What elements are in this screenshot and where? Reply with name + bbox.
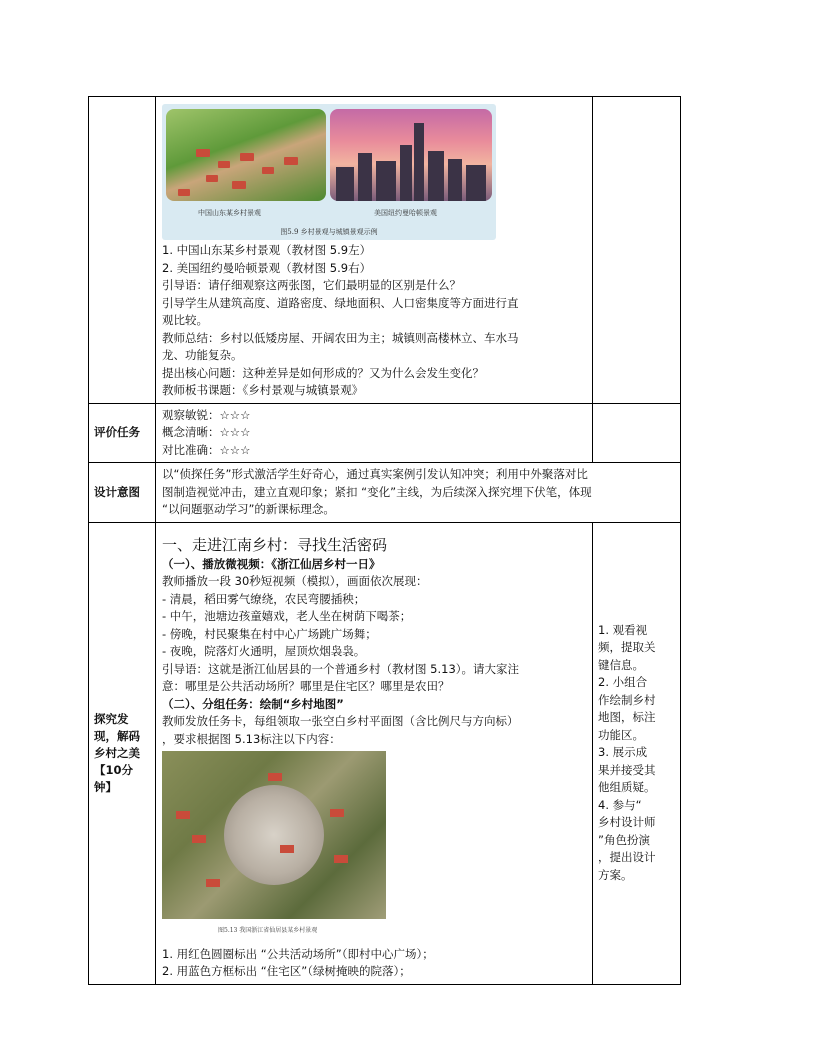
text-line: 引导语：请仔细观察这两张图，它们最明显的区别是什么？ xyxy=(162,278,461,292)
subheading-task: （二）、分组任务：绘制“乡村地图” xyxy=(162,696,344,711)
explore-label: 探究发现，解码乡村之美【10分钟】 xyxy=(89,522,156,984)
text-line: 教师总结：乡村以低矮房屋、开阔农田为主；城镇则高楼林立、车水马 xyxy=(162,330,519,345)
text-line: 频，提取关 xyxy=(598,640,656,655)
text-line: 引导学生从建筑高度、道路密度、绿地面积、人口密集度等方面进行直 xyxy=(162,295,519,310)
village-cluster xyxy=(224,785,324,885)
text-line: - 傍晚，村民聚集在村中心广场跳广场舞； xyxy=(162,626,377,641)
design-intent-label: 设计意图 xyxy=(89,463,156,523)
row-design-intent xyxy=(89,463,681,523)
text-line: 2. 小组合 xyxy=(598,675,648,690)
design-intent-content xyxy=(156,463,681,523)
row-intro-content xyxy=(156,97,593,404)
city-caption: 美国纽约曼哈顿景观 xyxy=(374,209,437,217)
text-line: 教师板书课题：《乡村景观与城镇景观》 xyxy=(162,383,364,397)
lesson-plan-table xyxy=(88,96,681,985)
rural-caption: 中国山东某乡村景观 xyxy=(198,209,261,217)
text-line: ”角色扮演 xyxy=(598,832,650,847)
figure-5-9 xyxy=(162,104,496,240)
text-line: 2. 美国纽约曼哈顿景观（教材图 5.9右） xyxy=(162,260,372,275)
text-line: - 清晨，稻田雾气缭绕，农民弯腰插秧； xyxy=(162,591,366,606)
text-line: “以问题驱动学习”的新课标理念。 xyxy=(162,502,335,516)
text-line: 意：哪里是公共活动场所？哪里是住宅区？哪里是农田？ xyxy=(162,679,450,693)
text-line: 乡村设计师 xyxy=(598,815,656,830)
text-line: 1. 观看视 xyxy=(598,622,648,637)
text-line: 观察敏锐：☆☆☆ xyxy=(162,407,251,422)
row-evaluation xyxy=(89,403,681,463)
text-line: - 中午，池塘边孩童嬉戏，老人坐在树荫下喝茶； xyxy=(162,609,412,623)
text-line: 以“侦探任务”形式激活学生好奇心，通过真实案例引发认知冲突；利用中外聚落对比 xyxy=(162,467,588,481)
text-line: 教师发放任务卡，每组领取一张空白乡村平面图（含比例尺与方向标） xyxy=(162,714,519,728)
text-line: 图制造视觉冲击，建立直观印象；紧扣 “变化”主线，为后续深入探究埋下伏笔，体现 xyxy=(162,484,592,499)
rural-landscape-photo xyxy=(166,109,326,201)
text-line: 功能区。 xyxy=(598,727,644,742)
text-line: 对比准确：☆☆☆ xyxy=(162,442,251,457)
text-line: 概念清晰：☆☆☆ xyxy=(162,425,251,439)
text-line: 他组质疑。 xyxy=(598,780,656,795)
explore-student-activity xyxy=(593,522,681,984)
city-skyline-photo xyxy=(330,109,492,201)
text-line: ，提出设计 xyxy=(598,850,656,865)
text-line: 3. 展示成 xyxy=(598,745,648,760)
text-line: 1. 中国山东某乡村景观（教材图 5.9左） xyxy=(162,243,372,257)
text-line: 果并接受其 xyxy=(598,762,656,777)
village-aerial-photo xyxy=(162,751,386,919)
text-line: 4. 参与“ xyxy=(598,797,642,812)
figure-title: 图5.9 乡村景观与城镇景观示例 xyxy=(280,228,378,236)
row-intro-label xyxy=(89,97,156,404)
text-line: 方案。 xyxy=(598,867,633,882)
text-line: ，要求根据图 5.13标注以下内容： xyxy=(162,731,341,746)
text-line: 观比较。 xyxy=(162,313,208,327)
figure-caption: 图5.13 我国浙江省仙居县某乡村景观 xyxy=(218,927,318,934)
evaluation-activity xyxy=(593,403,681,463)
text-line: 2. 用蓝色方框标出 “住宅区”（绿树掩映的院落）； xyxy=(162,964,411,978)
text-line: 教师播放一段 30秒短视频（模拟），画面依次展现： xyxy=(162,574,428,588)
row-intro xyxy=(89,97,681,404)
text-line: 1. 用红色圆圈标出 “公共活动场所”（即村中心广场）； xyxy=(162,946,434,961)
text-line: 键信息。 xyxy=(598,657,644,672)
text-line: 地图，标注 xyxy=(598,710,656,725)
text-line: 引导语：这就是浙江仙居县的一个普通乡村（教材图 5.13）。请大家注 xyxy=(162,661,520,676)
evaluation-label: 评价任务 xyxy=(89,403,156,463)
explore-content xyxy=(156,522,593,984)
text-line: - 夜晚，院落灯火通明，屋顶炊烟袅袅。 xyxy=(162,644,366,658)
row-intro-activity xyxy=(593,97,681,404)
subheading-video: （一）、播放微视频：《浙江仙居乡村一日》 xyxy=(162,556,381,571)
text-line: 龙、功能复杂。 xyxy=(162,348,243,362)
text-line: 提出核心问题：这种差异是如何形成的？又为什么会发生变化？ xyxy=(162,365,484,380)
section-heading: 一、走进江南乡村：寻找生活密码 xyxy=(162,535,388,554)
row-explore xyxy=(89,522,681,984)
evaluation-content xyxy=(156,403,593,463)
text-line: 作绘制乡村 xyxy=(598,692,656,707)
